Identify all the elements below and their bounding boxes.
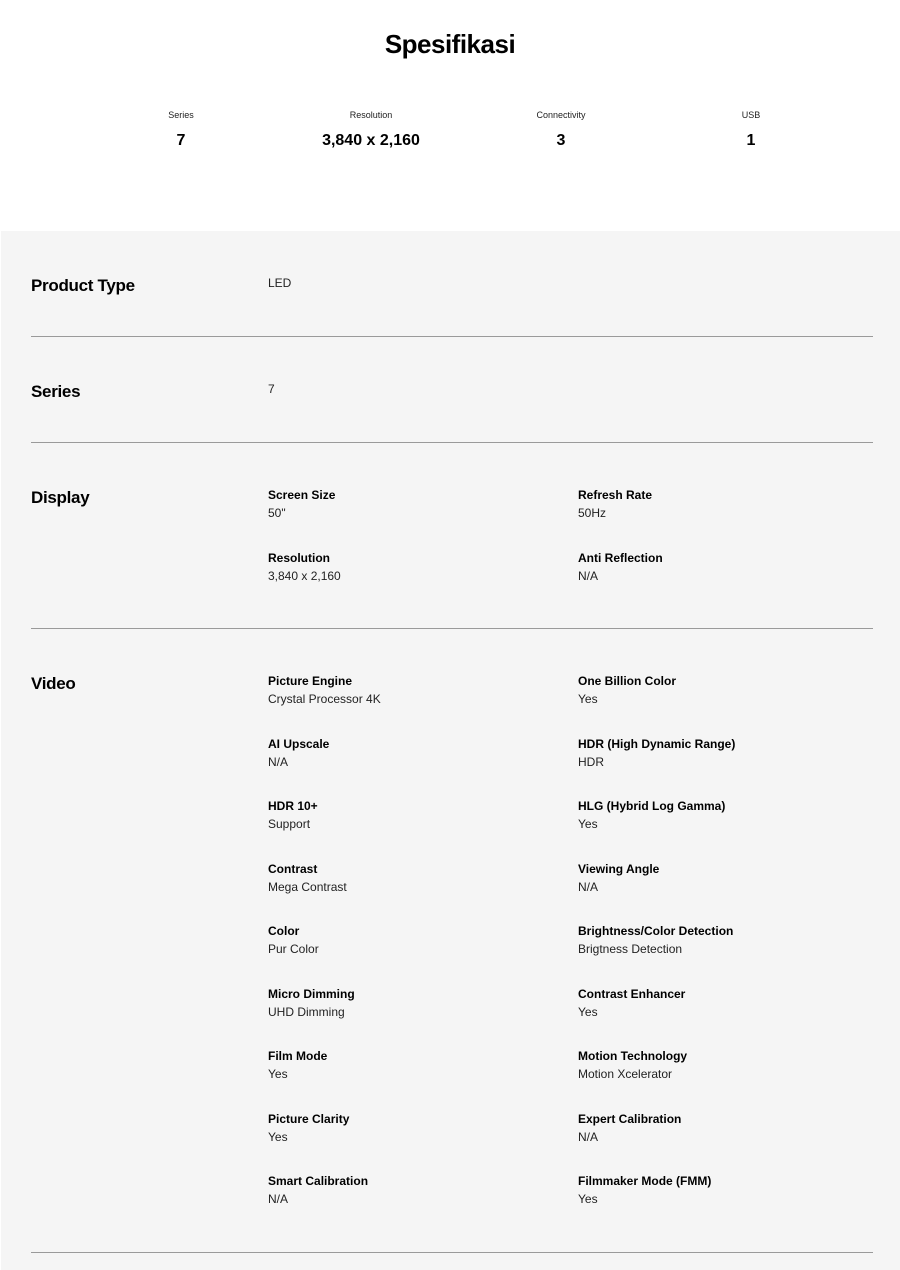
- spec-label: Contrast: [268, 862, 318, 876]
- section-display: [31, 443, 873, 629]
- summary-series: [91, 109, 271, 151]
- summary-resolution: [281, 109, 461, 151]
- spec-item: [578, 487, 878, 521]
- spec-item: [578, 736, 878, 770]
- section-product-type: [31, 231, 873, 337]
- summary-value: 3: [556, 132, 566, 149]
- spec-value: Yes: [268, 1130, 288, 1144]
- spec-item: [578, 1173, 878, 1207]
- spec-item: [578, 1111, 878, 1145]
- spec-value: Yes: [578, 1192, 598, 1206]
- section-title: Display: [31, 488, 90, 507]
- summary-value: 1: [746, 132, 756, 149]
- key-spec-summary: [0, 109, 900, 159]
- spec-label: HDR (High Dynamic Range): [578, 737, 736, 751]
- spec-value: Crystal Processor 4K: [268, 692, 381, 706]
- spec-label: Refresh Rate: [578, 488, 653, 502]
- spec-value: Yes: [578, 692, 598, 706]
- summary-usb: [661, 109, 841, 151]
- spec-value: N/A: [578, 569, 599, 583]
- spec-item: [268, 923, 568, 957]
- spec-value: HDR: [578, 755, 604, 769]
- spec-item: [578, 798, 878, 832]
- section-video: [31, 629, 873, 1253]
- spec-value: 50": [268, 506, 286, 520]
- spec-label: AI Upscale: [268, 737, 330, 751]
- spec-value: N/A: [578, 1130, 599, 1144]
- summary-label: Resolution: [349, 110, 393, 120]
- spec-label: Picture Clarity: [268, 1112, 350, 1126]
- spec-value: Yes: [578, 1005, 598, 1019]
- spec-item: [578, 923, 878, 957]
- spec-item: [268, 736, 568, 770]
- summary-value: 3,840 x 2,160: [322, 132, 420, 149]
- spec-item: [268, 1111, 568, 1145]
- spec-item: [268, 1048, 568, 1082]
- summary-value: 7: [176, 132, 186, 149]
- spec-label: HDR 10+: [268, 799, 318, 813]
- spec-value: Pur Color: [268, 942, 319, 956]
- spec-item: [578, 861, 878, 895]
- spec-label: Contrast Enhancer: [578, 987, 686, 1001]
- spec-value: Mega Contrast: [268, 880, 347, 894]
- spec-label: Screen Size: [268, 488, 336, 502]
- spec-item: [268, 798, 568, 832]
- spec-item: [268, 487, 568, 521]
- section-divider: [31, 1252, 873, 1253]
- section-title: Product Type: [31, 276, 135, 295]
- spec-item: [268, 673, 568, 707]
- spec-label: Picture Engine: [268, 674, 353, 688]
- spec-details: [1, 231, 900, 1270]
- section-value: 7: [268, 382, 275, 396]
- spec-item: [578, 673, 878, 707]
- spec-value: N/A: [268, 755, 289, 769]
- spec-item: [268, 861, 568, 895]
- spec-label: Anti Reflection: [578, 551, 663, 565]
- spec-label: Brightness/Color Detection: [578, 924, 734, 938]
- spec-item: [578, 550, 878, 584]
- spec-label: Micro Dimming: [268, 987, 355, 1001]
- summary-label: Series: [168, 110, 194, 120]
- spec-value: Yes: [578, 817, 598, 831]
- spec-value: Brigtness Detection: [578, 942, 683, 956]
- spec-label: Film Mode: [268, 1049, 328, 1063]
- section-value: LED: [268, 276, 292, 290]
- section-title: Video: [31, 674, 76, 693]
- summary-label: USB: [741, 110, 761, 120]
- spec-value: Yes: [268, 1067, 288, 1081]
- spec-label: Viewing Angle: [578, 862, 660, 876]
- spec-item: [268, 1173, 568, 1207]
- spec-value: N/A: [578, 880, 599, 894]
- spec-label: Expert Calibration: [578, 1112, 682, 1126]
- spec-label: Motion Technology: [578, 1049, 688, 1063]
- spec-value: N/A: [268, 1192, 289, 1206]
- spec-item: [578, 1048, 878, 1082]
- spec-item: [268, 986, 568, 1020]
- spec-item: [268, 550, 568, 584]
- page-title: Spesifikasi: [384, 29, 516, 59]
- spec-label: One Billion Color: [578, 674, 676, 688]
- spec-value: Support: [268, 817, 311, 831]
- spec-label: HLG (Hybrid Log Gamma): [578, 799, 726, 813]
- spec-value: 50Hz: [578, 506, 607, 520]
- spec-label: Resolution: [268, 551, 330, 565]
- spec-value: UHD Dimming: [268, 1005, 345, 1019]
- summary-label: Connectivity: [536, 110, 586, 120]
- section-title: Series: [31, 382, 81, 401]
- spec-value: Motion Xcelerator: [578, 1067, 673, 1081]
- spec-label: Smart Calibration: [268, 1174, 369, 1188]
- spec-item: [578, 986, 878, 1020]
- spec-header: [0, 0, 900, 231]
- spec-label: Color: [268, 924, 300, 938]
- spec-label: Filmmaker Mode (FMM): [578, 1174, 712, 1188]
- spec-value: 3,840 x 2,160: [268, 569, 341, 583]
- summary-connectivity: [471, 109, 651, 151]
- section-series: [31, 337, 873, 443]
